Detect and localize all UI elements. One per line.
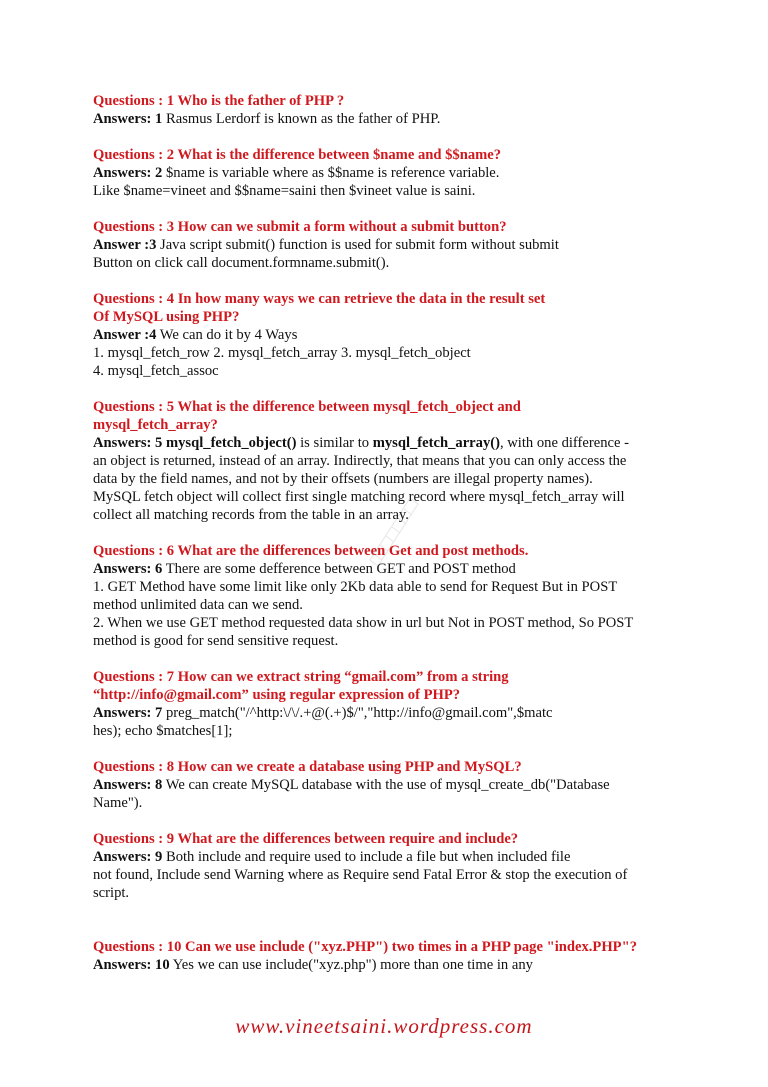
answer-text: preg_match("/^http:\/\/.+@(.+)$/","http://info@gmail.com",$matc hes); echo $matches[1]; <box>93 705 553 739</box>
qa-item-1 <box>93 92 693 128</box>
qa-item-7 <box>93 668 693 740</box>
question-6: Questions : 6 What are the differences between Get and post methods. <box>93 543 529 559</box>
answer-label: Answers: 7 <box>93 705 163 721</box>
answer-text: Yes we can use include("xyz.php") more than one time in any <box>169 957 533 973</box>
answer-label: Answer :4 <box>93 327 157 343</box>
question-4: Questions : 4 In how many ways we can retrieve the data in the result set Of MySQL using PHP? <box>93 291 546 325</box>
question-8: Questions : 8 How can we create a database using PHP and MySQL? <box>93 759 522 775</box>
answer-code-term: mysql_fetch_array() <box>372 435 500 451</box>
answer-label: Answers: 8 <box>93 777 163 793</box>
answer-text: Rasmus Lerdorf is known as the father of PHP. <box>162 111 441 127</box>
answer-9 <box>93 848 693 902</box>
answer-2 <box>93 164 693 200</box>
answer-text: , with one difference - an object is returned, instead of an array. Indirectly, that means that you can only access the data by the field names, and not by their offsets (numbers are illegal property names). MySQL fetch object will collect first single matching record where mysql_fetch_array will collect all matching records from the table in an array. <box>93 435 629 523</box>
question-2: Questions : 2 What is the difference between $name and $$name? <box>93 147 502 163</box>
answer-4 <box>93 326 693 380</box>
question-9: Questions : 9 What are the differences between require and include? <box>93 831 519 847</box>
question-5: Questions : 5 What is the difference between mysql_fetch_object and mysql_fetch_array? <box>93 399 521 433</box>
answer-text: Java script submit() function is used for submit form without submit Button on click call document.formname.submit(). <box>93 237 559 271</box>
qa-item-8 <box>93 758 693 812</box>
answer-label: Answer :3 <box>93 237 157 253</box>
answer-text: Both include and require used to include a file but when included file not found, Include send Warning where as Require send Fatal Error & stop the execution of script. <box>93 849 628 901</box>
answer-label: Answers: 9 <box>93 849 163 865</box>
qa-item-4 <box>93 290 693 380</box>
answer-text: $name is variable where as $$name is reference variable. Like $name=vineet and $$name=saini then $vineet value is saini. <box>93 165 500 199</box>
watermark-pencil-icon <box>362 488 422 568</box>
answer-label: Answers: 2 <box>93 165 163 181</box>
qa-item-10 <box>93 938 693 974</box>
answer-text: is similar to <box>296 435 373 451</box>
answer-label: Answers: 5 <box>93 435 163 451</box>
answer-text: There are some defference between GET and POST method 1. GET Method have some limit like only 2Kb data able to send for Request But in POST method unlimited data can we send. 2. When we use GET method requested data show in url but Not in POST method, So POST method is good for send sensitive request. <box>93 561 634 649</box>
question-1: Questions : 1 Who is the father of PHP ? <box>93 93 345 109</box>
question-7: Questions : 7 How can we extract string “gmail.com” from a string “http://info@gmail.com” using regular expression of PHP? <box>93 669 509 703</box>
answer-label: Answers: 6 <box>93 561 163 577</box>
answer-8 <box>93 776 693 812</box>
answer-6 <box>93 560 693 650</box>
question-10: Questions : 10 Can we use include ("xyz.PHP") two times in a PHP page "index.PHP"? <box>93 939 637 955</box>
answer-text: We can create MySQL database with the use of mysql_create_db("Database Name"). <box>93 777 610 811</box>
footer-website: www.vineetsaini.wordpress.com <box>235 1014 533 1038</box>
qa-item-9 <box>93 830 693 902</box>
answer-3 <box>93 236 693 272</box>
answer-label: Answers: 10 <box>93 957 170 973</box>
qa-item-3 <box>93 218 693 272</box>
answer-10 <box>93 956 693 974</box>
qa-item-2 <box>93 146 693 200</box>
question-3: Questions : 3 How can we submit a form without a submit button? <box>93 219 507 235</box>
answer-1 <box>93 110 693 128</box>
answer-label: Answers: 1 <box>93 111 163 127</box>
answer-7 <box>93 704 693 740</box>
answer-code-term: mysql_fetch_object() <box>162 435 297 451</box>
answer-text: We can do it by 4 Ways 1. mysql_fetch_row 2. mysql_fetch_array 3. mysql_fetch_object 4. mysql_fetch_assoc <box>93 327 471 379</box>
